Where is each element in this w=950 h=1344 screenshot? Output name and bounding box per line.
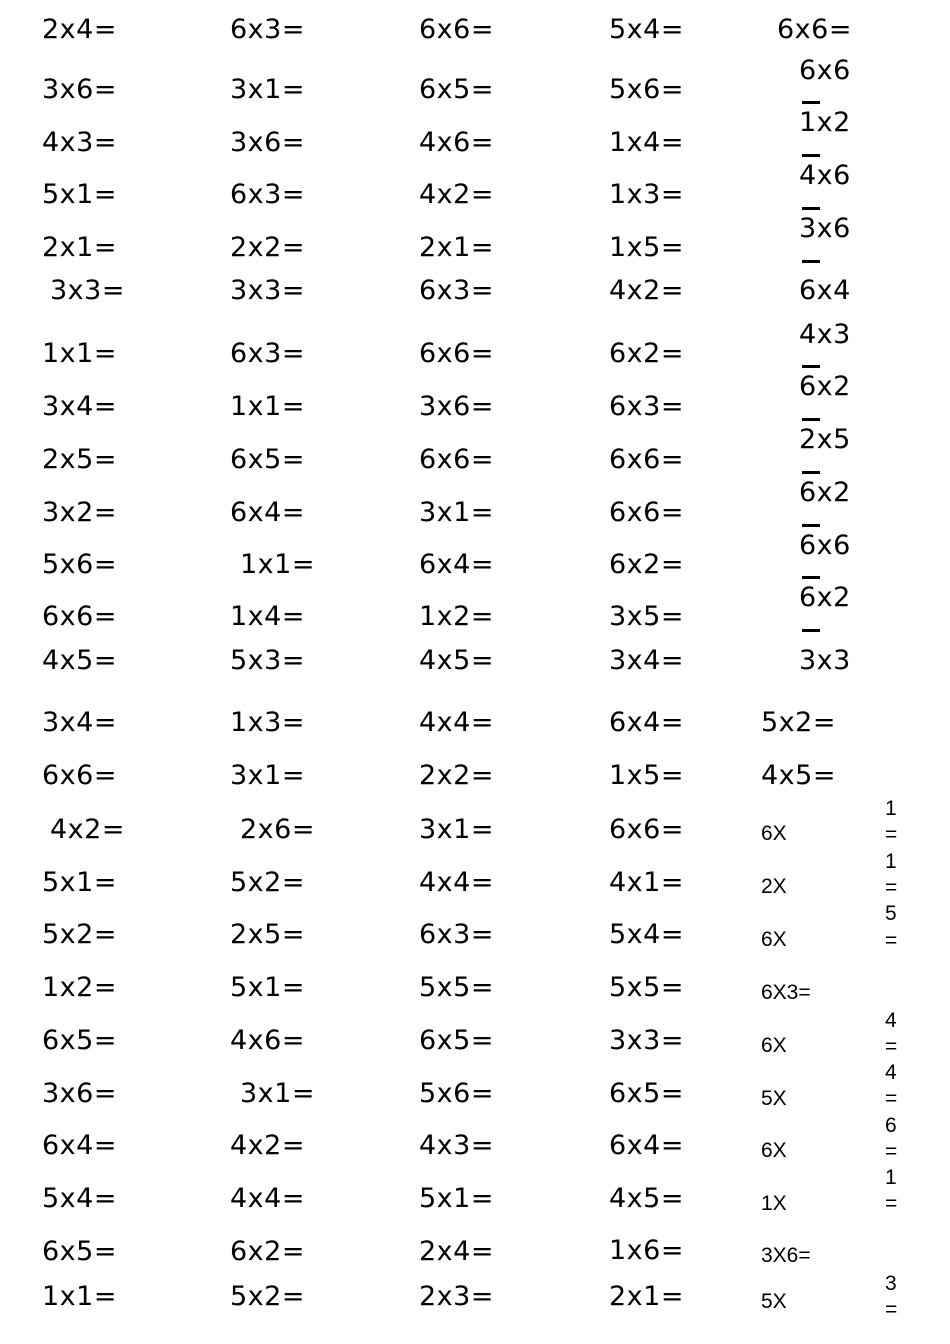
problem: 5x2= <box>230 1281 305 1312</box>
problem: 6x6= <box>419 14 494 45</box>
wrapped-equals: = <box>885 1035 898 1058</box>
wrapped-equals: = <box>885 823 898 846</box>
wrapped-digit: 1 <box>885 797 897 820</box>
wrapped-digit: 3 <box>885 1272 897 1295</box>
problem: 1x1= <box>240 549 315 580</box>
problem: 4x5= <box>609 1183 684 1214</box>
problem: 6x5= <box>42 1025 117 1056</box>
problem: 6x2= <box>609 549 684 580</box>
problem: 6x4= <box>42 1130 117 1161</box>
underscore-mark <box>802 207 820 210</box>
problem: 4x6= <box>230 1025 305 1056</box>
problem: 4x1= <box>609 867 684 898</box>
underscore-mark <box>802 260 820 263</box>
problem: 2x5= <box>230 919 305 950</box>
problem: 5x2= <box>42 919 117 950</box>
overflow-problem: 6x2 <box>799 477 851 508</box>
underscore-mark <box>802 154 820 157</box>
overflow-problem: 4x3 <box>799 319 851 350</box>
problem: 2x1= <box>42 232 117 263</box>
problem: 6x5= <box>42 1236 117 1267</box>
problem: 6x5= <box>419 74 494 105</box>
overflow-problem: 3x6 <box>799 213 851 244</box>
problem: 5x6= <box>419 1078 494 1109</box>
problem: 5x3= <box>230 645 305 676</box>
problem: 5x2= <box>761 707 836 738</box>
wrapped-equals: = <box>885 1140 898 1163</box>
problem: 6x6= <box>609 444 684 475</box>
problem: 2x2= <box>419 760 494 791</box>
problem: 3x2= <box>42 497 117 528</box>
problem: 6x5= <box>419 1025 494 1056</box>
problem: 6x3= <box>230 179 305 210</box>
problem: 3x6= <box>230 127 305 158</box>
problem: 2x2= <box>230 232 305 263</box>
problem: 5x4= <box>609 919 684 950</box>
problem: 4x2= <box>230 1130 305 1161</box>
problem: 6x4= <box>609 707 684 738</box>
problem: 4x4= <box>419 867 494 898</box>
problem: 2x1= <box>419 232 494 263</box>
problem: 5x6= <box>609 74 684 105</box>
problem: 4x3= <box>42 127 117 158</box>
problem: 1x3= <box>230 707 305 738</box>
wrapped-digit: 6 <box>885 1114 897 1137</box>
problem: 4x6= <box>419 127 494 158</box>
underscore-mark <box>802 629 820 632</box>
problem: 2x4= <box>419 1236 494 1267</box>
problem: 3x1= <box>240 1078 315 1109</box>
overflow-problem: 6x6 <box>799 55 851 86</box>
small-problem-fragment: 5X <box>761 1290 787 1313</box>
problem: 5x1= <box>419 1183 494 1214</box>
problem: 6x3= <box>230 14 305 45</box>
underscore-mark <box>802 524 820 527</box>
problem: 5x1= <box>42 179 117 210</box>
problem: 5x6= <box>42 549 117 580</box>
problem: 6x6= <box>42 760 117 791</box>
problem: 3x3= <box>609 1025 684 1056</box>
wrapped-equals: = <box>885 1298 898 1321</box>
problem: 5x2= <box>230 867 305 898</box>
wrapped-digit: 4 <box>885 1061 897 1084</box>
problem: 6x6= <box>609 814 684 845</box>
small-problem-fragment: 5X <box>761 1087 787 1110</box>
problem: 3x3= <box>50 275 125 306</box>
small-problem-fragment: 6X <box>761 822 787 845</box>
problem: 1x2= <box>419 601 494 632</box>
problem: 4x5= <box>42 645 117 676</box>
problem: 3x1= <box>230 760 305 791</box>
small-problem-fragment: 1X <box>761 1192 787 1215</box>
wrapped-equals: = <box>885 1087 898 1110</box>
problem: 4x5= <box>419 645 494 676</box>
problem: 5x4= <box>42 1183 117 1214</box>
problem: 6x6= <box>42 601 117 632</box>
problem: 5x4= <box>609 14 684 45</box>
problem: 2x4= <box>42 14 117 45</box>
problem: 2x1= <box>609 1281 684 1312</box>
problem: 5x1= <box>42 867 117 898</box>
problem: 3x5= <box>609 601 684 632</box>
problem: 4x2= <box>609 275 684 306</box>
problem: 6x4= <box>419 549 494 580</box>
problem: 5x5= <box>609 972 684 1003</box>
underscore-mark <box>802 418 820 421</box>
problem: 3x1= <box>419 497 494 528</box>
problem: 5x1= <box>230 972 305 1003</box>
small-problem-fragment: 6X3= <box>761 981 811 1004</box>
problem: 3x6= <box>419 391 494 422</box>
problem: 4x4= <box>230 1183 305 1214</box>
problem: 4x2= <box>50 814 125 845</box>
problem: 3x1= <box>230 74 305 105</box>
problem: 5x5= <box>419 972 494 1003</box>
problem: 6x3= <box>609 391 684 422</box>
problem: 1x1= <box>42 338 117 369</box>
underscore-mark <box>802 365 820 368</box>
problem: 4x4= <box>419 707 494 738</box>
small-problem-fragment: 2X <box>761 875 787 898</box>
problem: 6x6= <box>777 14 852 45</box>
problem: 3x4= <box>609 645 684 676</box>
overflow-problem: 4x6 <box>799 160 851 191</box>
small-problem-fragment: 6X <box>761 1139 787 1162</box>
problem: 1x2= <box>42 972 117 1003</box>
problem: 6x3= <box>230 338 305 369</box>
problem: 3x4= <box>42 707 117 738</box>
problem: 1x4= <box>609 127 684 158</box>
small-problem-fragment: 6X <box>761 928 787 951</box>
problem: 3x4= <box>42 391 117 422</box>
overflow-problem: 2x5 <box>799 424 851 455</box>
underscore-mark <box>802 471 820 474</box>
problem: 1x3= <box>609 179 684 210</box>
wrapped-equals: = <box>885 929 898 952</box>
overflow-problem: 6x2 <box>799 582 851 613</box>
problem: 3x3= <box>230 275 305 306</box>
small-problem-fragment: 3X6= <box>761 1244 811 1267</box>
problem: 6x3= <box>419 919 494 950</box>
problem: 3x1= <box>419 814 494 845</box>
problem: 3x6= <box>42 1078 117 1109</box>
problem: 2x3= <box>419 1281 494 1312</box>
small-problem-fragment: 6X <box>761 1034 787 1057</box>
problem: 1x1= <box>42 1281 117 1312</box>
problem: 6x4= <box>230 497 305 528</box>
problem: 4x5= <box>761 760 836 791</box>
wrapped-digit: 4 <box>885 1009 897 1032</box>
problem: 1x5= <box>609 232 684 263</box>
problem: 1x4= <box>230 601 305 632</box>
problem: 6x2= <box>609 338 684 369</box>
wrapped-digit: 1 <box>885 850 897 873</box>
underscore-mark <box>802 101 820 104</box>
problem: 1x6= <box>609 1235 684 1266</box>
problem: 6x5= <box>230 444 305 475</box>
problem: 2x6= <box>240 814 315 845</box>
wrapped-equals: = <box>885 876 898 899</box>
problem: 1x5= <box>609 760 684 791</box>
problem: 4x3= <box>419 1130 494 1161</box>
underscore-mark <box>802 576 820 579</box>
problem: 4x2= <box>419 179 494 210</box>
wrapped-digit: 5 <box>885 902 897 925</box>
overflow-problem: 6x6 <box>799 530 851 561</box>
overflow-problem: 6x4 <box>799 275 851 306</box>
overflow-problem: 6x2 <box>799 371 851 402</box>
wrapped-digit: 1 <box>885 1166 897 1189</box>
problem: 2x5= <box>42 444 117 475</box>
problem: 6x3= <box>419 275 494 306</box>
wrapped-equals: = <box>885 1192 898 1215</box>
problem: 6x2= <box>230 1236 305 1267</box>
overflow-problem: 3x3 <box>799 645 851 676</box>
problem: 6x4= <box>609 1130 684 1161</box>
problem: 6x6= <box>419 338 494 369</box>
overflow-problem: 1x2 <box>799 107 851 138</box>
problem: 6x6= <box>419 444 494 475</box>
problem: 6x6= <box>609 497 684 528</box>
problem: 3x6= <box>42 74 117 105</box>
problem: 6x5= <box>609 1078 684 1109</box>
problem: 1x1= <box>230 391 305 422</box>
